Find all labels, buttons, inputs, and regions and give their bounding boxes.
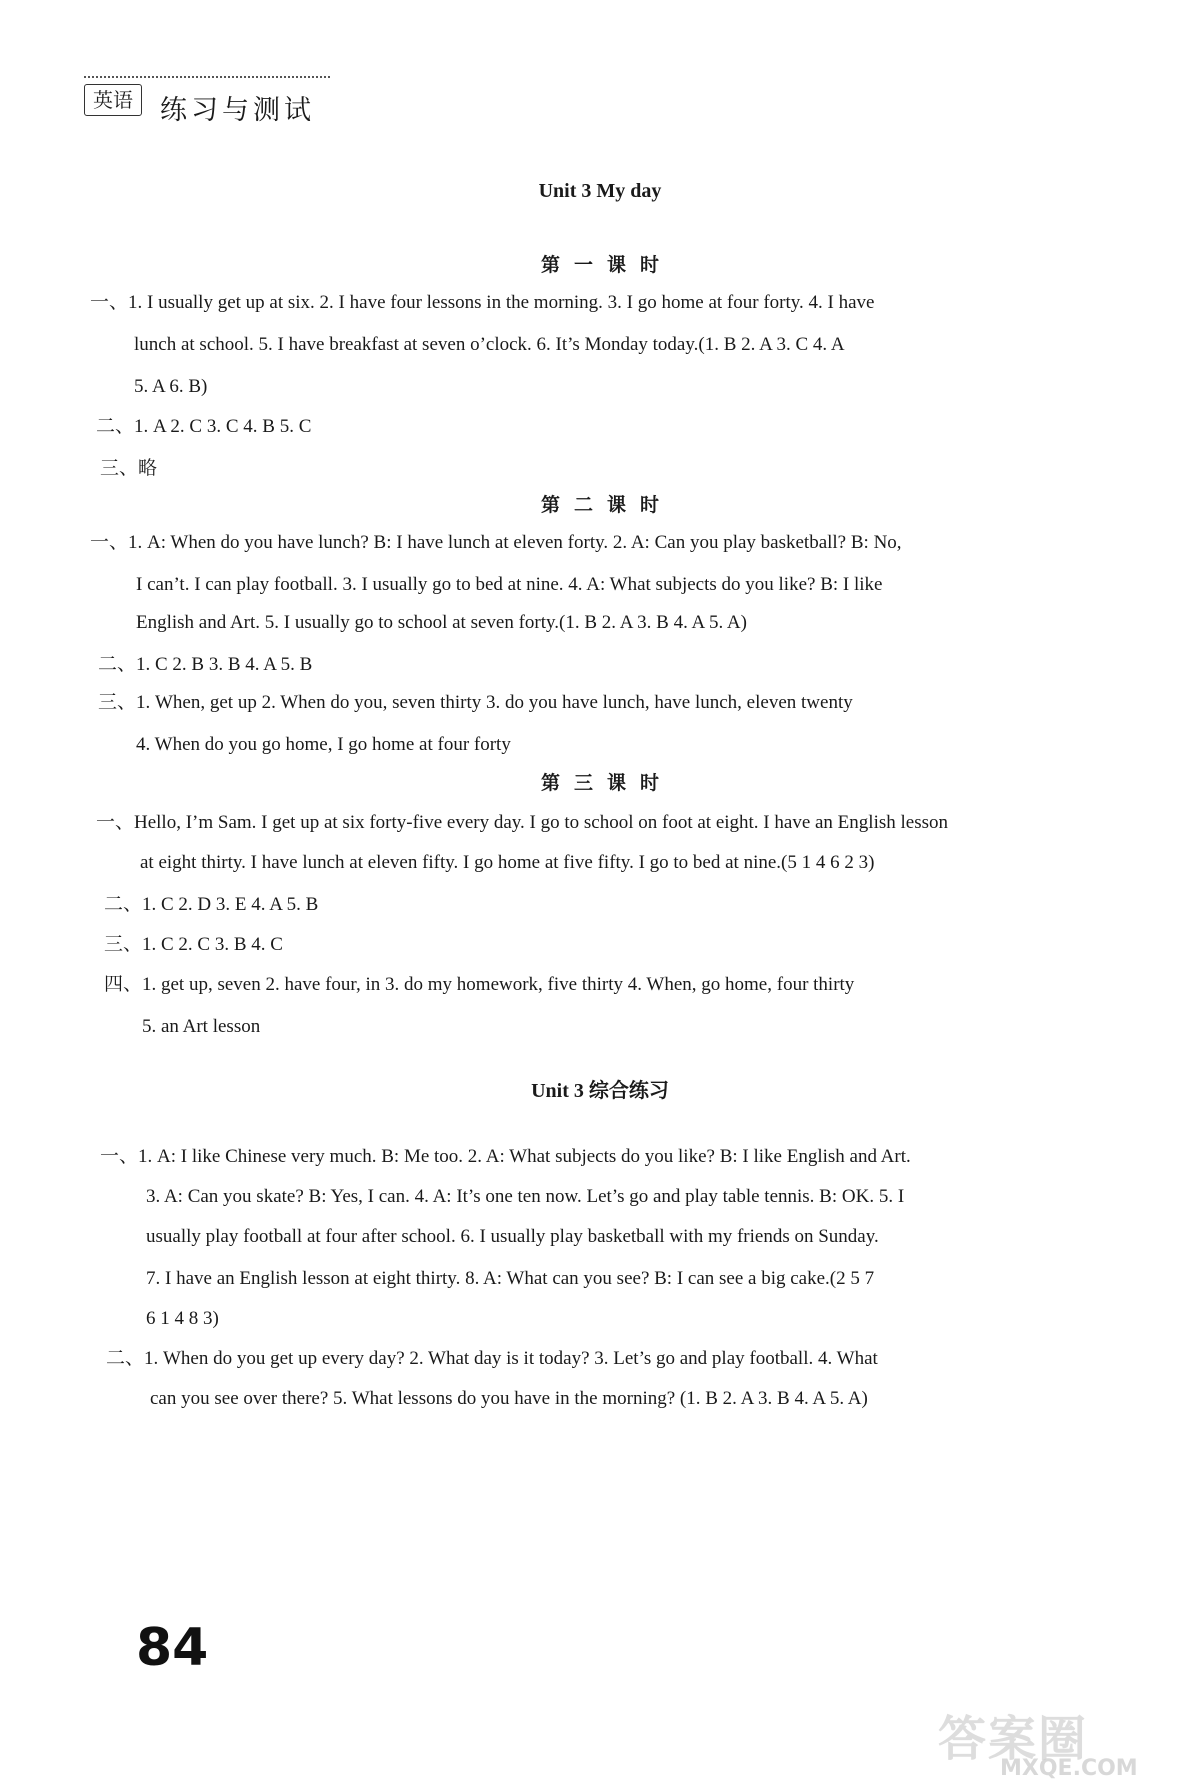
lesson-2-line-6: 4. When do you go home, I go home at four forty: [136, 734, 511, 755]
lesson-3-line-2: at eight thirty. I have lunch at eleven fifty. I go home at five fifty. I go to bed at nine.(5 1 4 6 2 3): [140, 852, 875, 873]
lesson-3-line-3: 二、1. C 2. D 3. E 4. A 5. B: [104, 894, 319, 915]
lesson-3-line-4: 三、1. C 2. C 3. B 4. C: [104, 934, 283, 955]
watermark-text: 答案圈: [938, 1711, 1089, 1767]
lesson-3-line-6: 5. an Art lesson: [142, 1016, 261, 1037]
watermark-url: MXQE.COM: [1000, 1756, 1138, 1781]
lesson-3-line-5: 四、1. get up, seven 2. have four, in 3. do my homework, five thirty 4. When, go home, four thirty: [104, 974, 855, 995]
lesson-1-title: 第一课时: [540, 254, 673, 276]
review-line-6: 二、1. When do you get up every day? 2. What day is it today? 3. Let’s go and play football. 4. What: [106, 1348, 878, 1369]
lesson-2-line-3: English and Art. 5. I usually go to school at seven forty.(1. B 2. A 3. B 4. A 5. A): [136, 612, 747, 633]
review-line-7: can you see over there? 5. What lessons do you have in the morning? (1. B 2. A 3. B 4. A 5. A): [150, 1388, 868, 1409]
lesson-1-line-2: lunch at school. 5. I have breakfast at seven o’clock. 6. It’s Monday today.(1. B 2. A 3. C 4. A: [134, 334, 845, 355]
review-line-2: 3. A: Can you skate? B: Yes, I can. 4. A: It’s one ten now. Let’s go and play table tennis. B: OK. 5. I: [146, 1186, 905, 1207]
lesson-3-title: 第三课时: [540, 772, 673, 794]
review-line-5: 6 1 4 8 3): [146, 1308, 219, 1329]
lesson-1-line-1: 一、1. I usually get up at six. 2. I have four lessons in the morning. 3. I go home at four forty. 4. I have: [90, 292, 875, 313]
review-line-4: 7. I have an English lesson at eight thirty. 8. A: What can you see? B: I can see a big cake.(2 5 7: [146, 1268, 875, 1289]
watermark: [930, 1700, 1180, 1780]
subject-tag: 英语: [84, 84, 142, 116]
review-line-1: 一、1. A: I like Chinese very much. B: Me too. 2. A: What subjects do you like? B: I like English and Art.: [100, 1146, 911, 1167]
page-header: [84, 76, 330, 126]
header-dotted-rule: [84, 76, 330, 78]
lesson-2-line-1: 一、1. A: When do you have lunch? B: I have lunch at eleven forty. 2. A: Can you play basketball? B: No,: [90, 532, 902, 553]
lesson-2-line-4: 二、1. C 2. B 3. B 4. A 5. B: [98, 654, 313, 675]
review-line-3: usually play football at four after school. 6. I usually play basketball with my friends on Sunday.: [146, 1226, 879, 1247]
lesson-1-line-3: 5. A 6. B): [134, 376, 208, 397]
lesson-1-line-5: 三、略: [100, 458, 158, 479]
lesson-2-line-2: I can’t. I can play football. 3. I usually go to bed at nine. 4. A: What subjects do you like? B: I like: [136, 574, 883, 595]
lesson-3-line-1: 一、Hello, I’m Sam. I get up at six forty-five every day. I go to school on foot at eight. I have an English lesson: [96, 812, 948, 833]
lesson-2-title: 第二课时: [540, 494, 673, 516]
page-number: 84: [136, 1618, 209, 1678]
lesson-1-line-4: 二、1. A 2. C 3. C 4. B 5. C: [96, 416, 312, 437]
review-title: Unit 3 综合练习: [531, 1080, 669, 1102]
book-title: 练习与测试: [160, 95, 315, 126]
unit-title: Unit 3 My day: [538, 180, 662, 202]
lesson-2-line-5: 三、1. When, get up 2. When do you, seven thirty 3. do you have lunch, have lunch, eleven twenty: [98, 692, 853, 713]
